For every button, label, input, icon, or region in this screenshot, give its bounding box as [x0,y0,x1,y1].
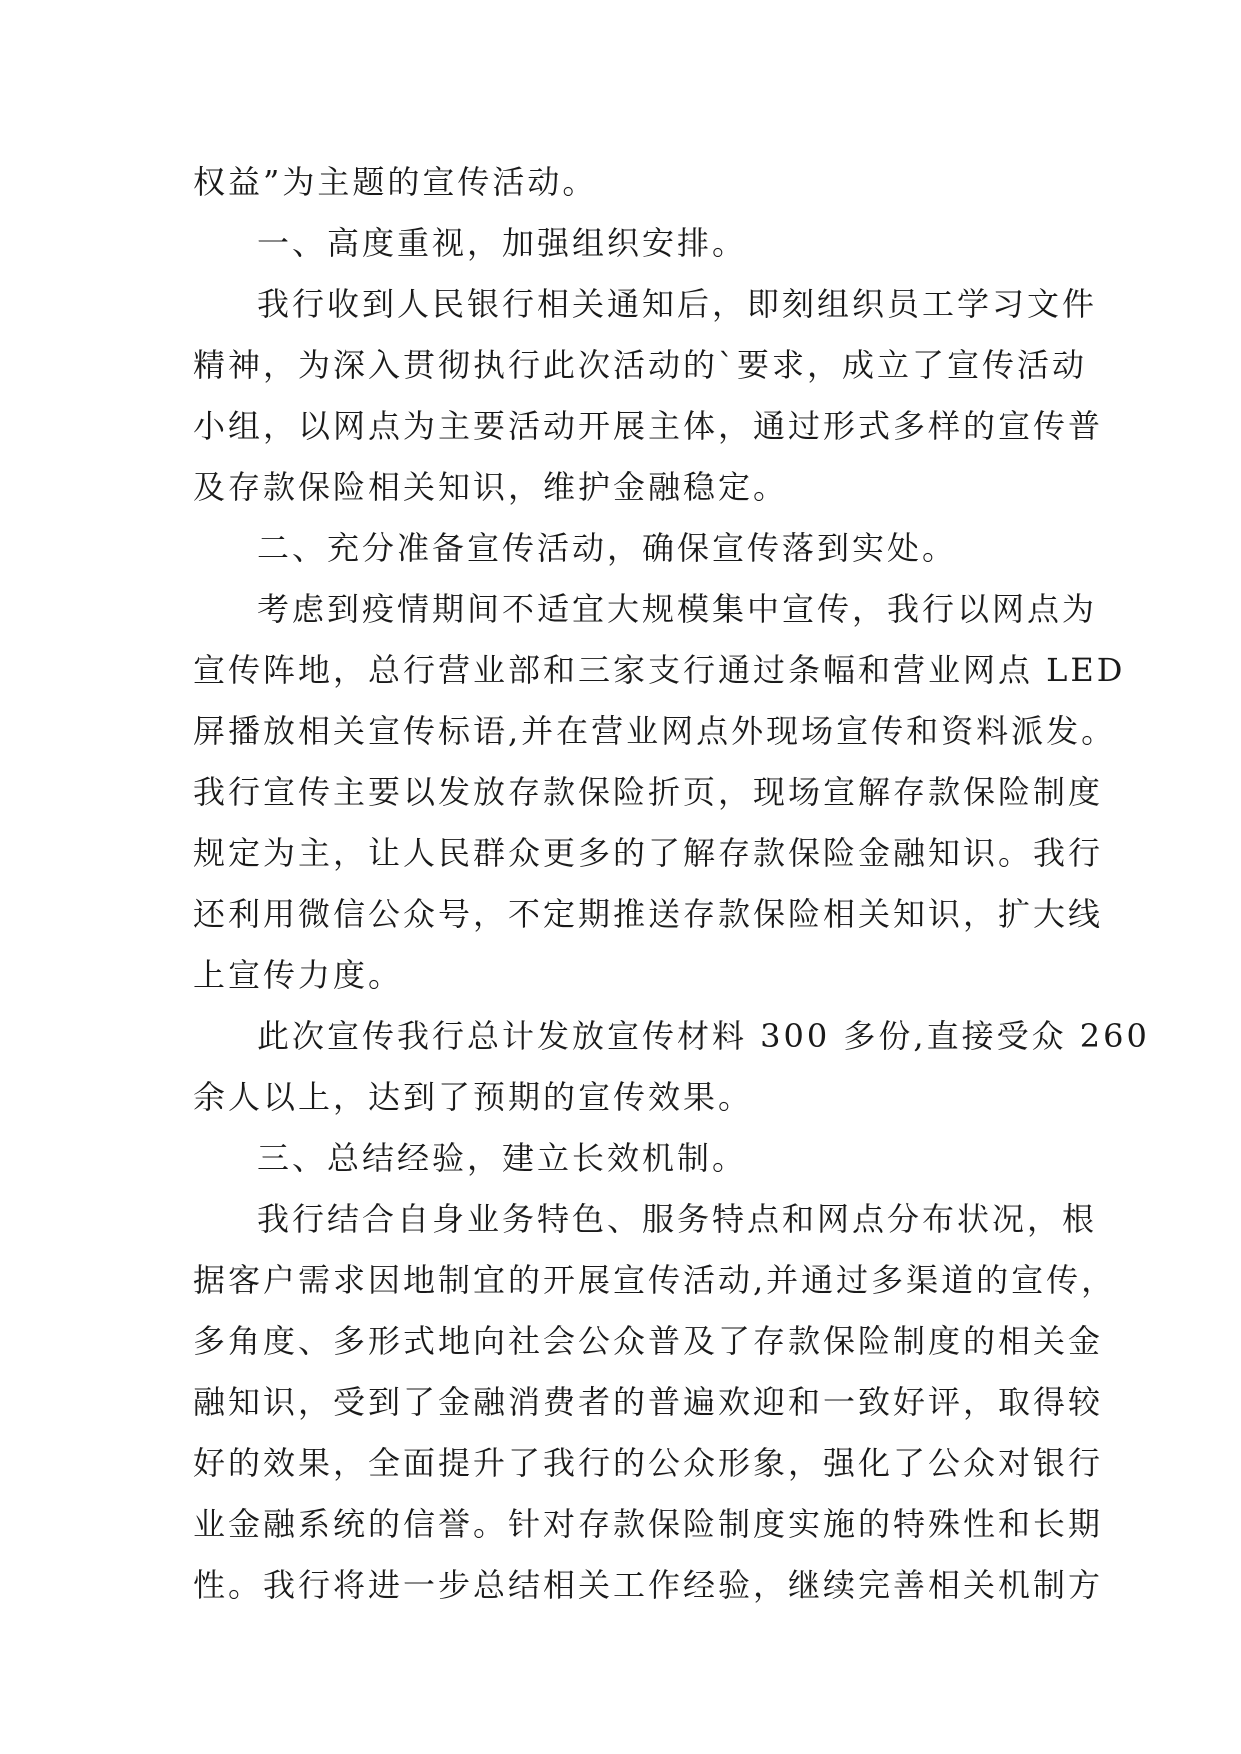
text-line: 还利用微信公众号，不定期推送存款保险相关知识，扩大线 [193,895,1104,933]
text-line: 业金融系统的信誉。针对存款保险制度实施的特殊性和长期 [193,1505,1104,1543]
text-line: 好的效果，全面提升了我行的公众形象，强化了公众对银行 [193,1444,1104,1482]
text-line: 规定为主，让人民群众更多的了解存款保险金融知识。我行 [193,834,1104,872]
text-line: 权益”为主题的宣传活动。 [193,163,598,201]
text-line: 及存款保险相关知识，维护金融稳定。 [193,468,789,506]
text-line: 考虑到疫情期间不适宜大规模集中宣传，我行以网点为 [257,590,1098,628]
text-line: 我行宣传主要以发放存款保险折页，现场宣解存款保险制度 [193,773,1104,811]
text-line: 性。我行将进一步总结相关工作经验，继续完善相关机制方 [193,1566,1104,1604]
document-body [193,152,1150,1616]
text-line: 融知识，受到了金融消费者的普遍欢迎和一致好评，取得较 [193,1383,1104,1421]
text-line: 据客户需求因地制宜的开展宣传活动,并通过多渠道的宣传， [193,1261,1117,1299]
text-line: 我行结合自身业务特色、服务特点和网点分布状况，根 [257,1200,1098,1238]
text-line: 精神，为深入贯彻执行此次活动的`要求，成立了宣传活动 [193,346,1088,384]
text-line: 我行收到人民银行相关通知后，即刻组织员工学习文件 [257,285,1098,323]
text-line: 余人以上，达到了预期的宣传效果。 [193,1078,754,1116]
section-heading-1: 一、高度重视，加强组织安排。 [257,224,748,262]
text-line: 屏播放相关宣传标语,并在营业网点外现场宣传和资料派发。 [193,712,1117,750]
text-line: 小组，以网点为主要活动开展主体，通过形式多样的宣传普 [193,407,1104,445]
section-heading-2: 二、充分准备宣传活动，确保宣传落到实处。 [257,529,958,567]
text-line: 多角度、多形式地向社会公众普及了存款保险制度的相关金 [193,1322,1104,1360]
section-heading-3: 三、总结经验，建立长效机制。 [257,1139,748,1177]
text-line: 上宣传力度。 [193,956,404,994]
text-line: 此次宣传我行总计发放宣传材料 300 多份,直接受众 260 [257,1017,1150,1055]
text-line: 宣传阵地，总行营业部和三家支行通过条幅和营业网点 LED [193,651,1126,689]
